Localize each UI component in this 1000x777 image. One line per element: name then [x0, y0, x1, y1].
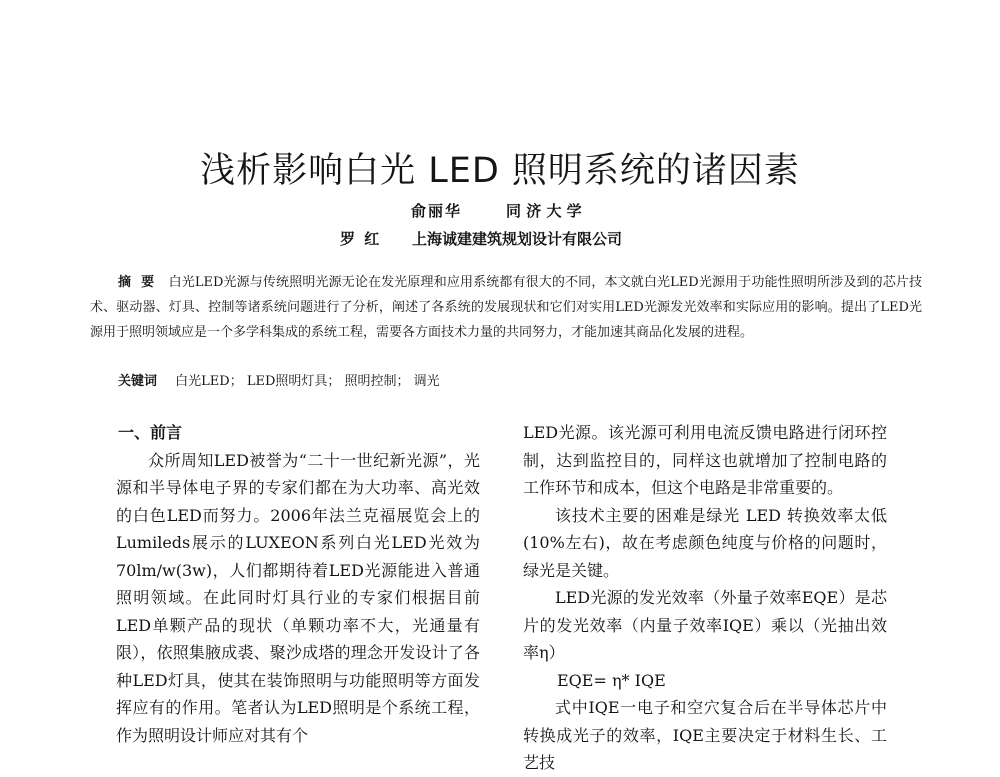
paragraph: LED光源的发光效率（外量子效率EQE）是芯片的发光效率（内量子效率IQE）乘以（光抽出效率η） — [523, 588, 887, 662]
right-column — [523, 419, 887, 777]
author-affiliation: 上海诚建建筑规划设计有限公司 — [412, 230, 623, 248]
author-name: 罗 红 — [340, 230, 382, 248]
section-heading: 一、前言 — [118, 423, 183, 442]
author-row-2 — [340, 228, 622, 249]
left-column — [116, 419, 480, 749]
keywords-text: 白光LED； LED照明灯具； 照明控制； 调光 — [175, 374, 440, 389]
author-name: 俞丽华 — [411, 202, 463, 220]
intro-paragraph: 众所周知LED被誉为“二十一世纪新光源”，光源和半导体电子界的专家们都在为大功率、高光效的白色LED而努力。2006年法兰克福展览会上的Lumileds展示的LUXEON系列白光LED光效为70lm/w(3w)，人们都期待着LED光源能进入普通照明领域。在此同时灯具行业的专家们根据目前LED单颗产品的现状（单颗功率不大，光通量有限），依照集腋成裘、聚沙成塔的理念开发设计了各种LED灯具，使其在装饰照明与功能照明等方面发挥应有的作用。笔者认为LED照明是个系统工程，作为照明设计师应对其有个 — [116, 450, 480, 745]
author-affiliation: 同 济 大 学 — [506, 202, 582, 220]
paragraph: LED光源。该光源可利用电流反馈电路进行闭环控制，达到监控目的，同样这也就增加了控制电路的工作环节和成本，但这个电路是非常重要的。 — [523, 423, 887, 497]
equation: EQE= η* IQE — [557, 670, 666, 690]
keywords-label: 关键词 — [118, 374, 158, 389]
paragraph: 式中IQE一电子和空穴复合后在半导体芯片中转换成光子的效率，IQE主要决定于材料生长、工艺技 — [523, 698, 887, 772]
abstract-label: 摘要 — [118, 275, 165, 290]
paragraph: 该技术主要的困难是绿光 LED 转换效率太低(10%左右)，故在考虑颜色纯度与价格的问题时，绿光是关键。 — [523, 505, 887, 580]
paper-title: 浅析影响白光 LED 照明系统的诸因素 — [200, 151, 800, 191]
abstract — [90, 270, 922, 345]
abstract-text: 白光LED光源与传统照明光源无论在发光原理和应用系统都有很大的不同，本文就白光LED光源用于功能性照明所涉及到的芯片技术、驱动器、灯具、控制等诸系统问题进行了分析，阐述了各系统的发展现状和它们对实用LED光源发光效率和实际应用的影响。提出了LED光源用于照明领域应是一个多学科集成的系统工程，需要各方面技术力量的共同努力，才能加速其商品化发展的进程。 — [90, 275, 922, 340]
author-row-1 — [411, 200, 582, 221]
keywords — [118, 370, 440, 389]
